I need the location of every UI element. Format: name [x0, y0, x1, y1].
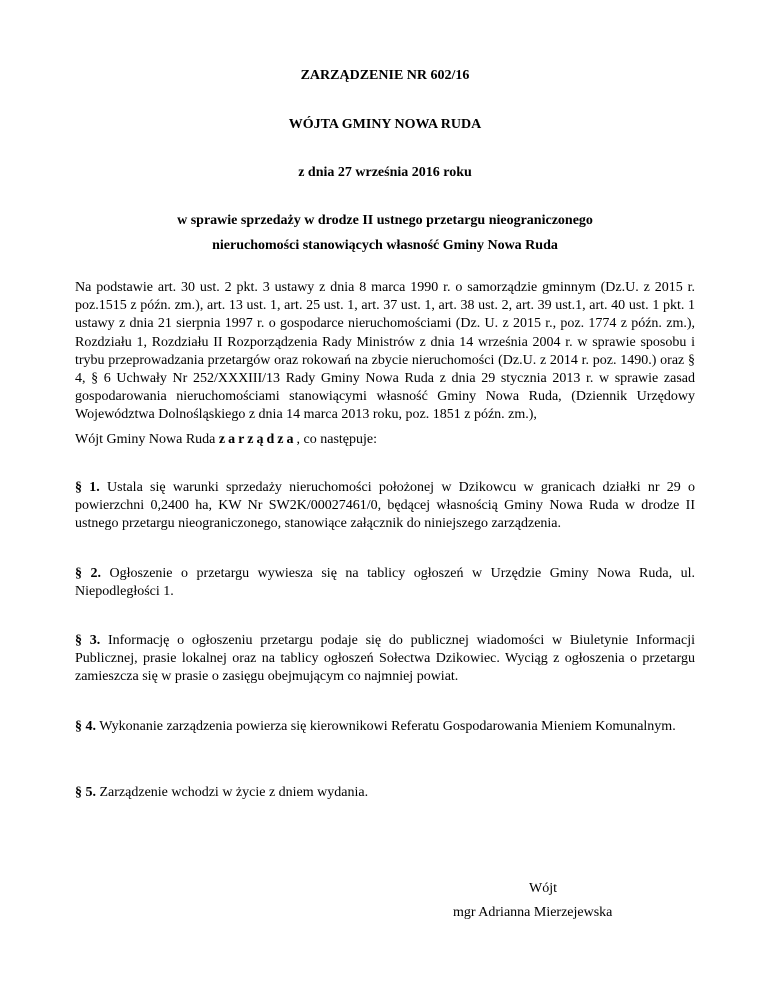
- section-label: § 5.: [75, 785, 96, 800]
- section-text: Wykonanie zarządzenia powierza się kierownikowi Referatu Gospodarowania Mieniem Komunalnym.: [96, 719, 676, 734]
- decree-statement: [75, 431, 695, 449]
- decree-word: zarządza: [218, 432, 297, 447]
- decree-outro: , co następuje:: [296, 432, 378, 447]
- section-text: Zarządzenie wchodzi w życie z dniem wydania.: [96, 785, 369, 800]
- issuing-authority: WÓJTA GMINY NOWA RUDA: [288, 117, 482, 132]
- section-label: § 4.: [75, 719, 96, 734]
- section-label: § 3.: [75, 633, 101, 648]
- decree-intro: Wójt Gminy Nowa Ruda: [75, 432, 219, 447]
- section-4: [75, 718, 695, 736]
- section-3: [75, 632, 695, 687]
- section-2: [75, 565, 695, 601]
- document-date: z dnia 27 września 2016 roku: [298, 165, 472, 180]
- section-5: [75, 784, 695, 802]
- subject-line-1: w sprawie sprzedaży w drodze II ustnego przetargu nieograniczonego: [177, 213, 593, 228]
- section-text: Informację o ogłoszeniu przetargu podaje się do publicznej wiadomości w Biuletynie Informacji Publicznej, prasie lokalnej oraz na tablicy ogłoszeń Sołectwa Dzikowiec. Wyciąg z ogłoszenia o przetargu zamieszcza się w prasie o zasięgu obejmującym co najmniej powiat.: [75, 633, 695, 685]
- section-1: [75, 479, 695, 534]
- subject-line-2: nieruchomości stanowiących własność Gminy Nowa Ruda: [212, 238, 558, 253]
- section-text: Ogłoszenie o przetargu wywiesza się na tablicy ogłoszeń w Urzędzie Gminy Nowa Ruda, ul. Niepodległości 1.: [75, 566, 695, 600]
- section-text: Ustala się warunki sprzedaży nieruchomości położonej w Dzikowcu w granicach działki nr 29 o powierzchni 0,2400 ha, KW Nr SW2K/00027461/0, będącej własnością Gminy Nowa Ruda w drodze II ustnego przetargu nieograniczonego, stanowiące załącznik do niniejszego zarządzenia.: [75, 480, 696, 532]
- signature-role: Wójt: [529, 881, 557, 896]
- section-label: § 1.: [75, 480, 100, 495]
- section-label: § 2.: [75, 566, 102, 581]
- legal-basis-paragraph: Na podstawie art. 30 ust. 2 pkt. 3 ustawy z dnia 8 marca 1990 r. o samorządzie gminnym (Dz.U. z 2015 r. poz.1515 z późn. zm.), art. 13 ust. 1, art. 25 ust. 1, art. 37 ust. 1, art. 38 ust. 2, art. 39 ust.1, art. 40 ust. 1 pkt. 1 ustawy z dnia 21 sierpnia 1997 r. o gospodarce nieruchomościami (Dz. U. z 2015 r., poz. 1774 z późn. zm.), Rozdziału 1, Rozdziału II Rozporządzenia Rady Ministrów z dnia 14 września 2004 r. w sprawie sposobu i trybu przeprowadzania przetargów oraz rokowań na zbycie nieruchomości (Dz.U. z 2014 r. poz. 1490.) oraz § 4, § 6 Uchwały Nr 252/XXXIII/13 Rady Gminy Nowa Ruda z dnia 29 stycznia 2013 r. w sprawie zasad gospodarowania nieruchomościami stanowiącymi własność Gminy Nowa Ruda, (Dziennik Urzędowy Województwa Dolnośląskiego z dnia 14 marca 2013 roku, poz. 1851 z późn. zm.),: [75, 280, 695, 423]
- document-title: ZARZĄDZENIE NR 602/16: [300, 68, 470, 83]
- signature-name: mgr Adrianna Mierzejewska: [453, 905, 613, 920]
- document-page: [75, 0, 695, 994]
